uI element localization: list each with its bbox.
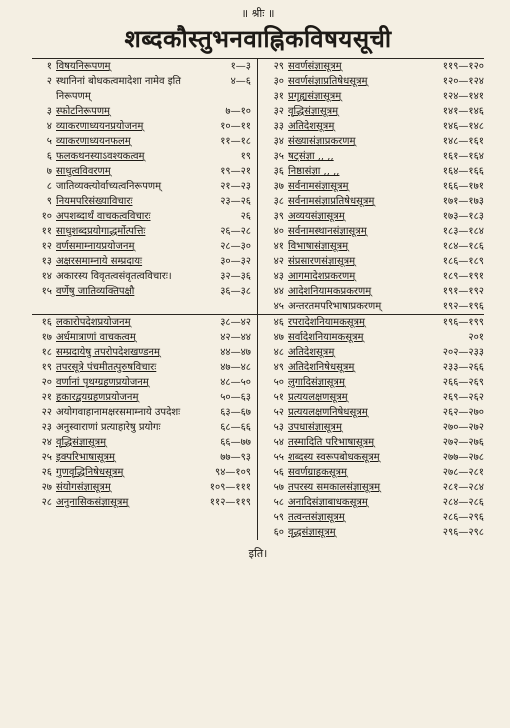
entry-title: आदेशनियामकप्रकरणम् [288,286,372,297]
entry-title: वर्णानां पृथग्ग्रहणप्रयोजनम् [56,377,149,388]
entry-title: व्याकरणाध्ययनफलम् [56,136,131,147]
toc-entry [264,405,484,420]
toc-entry [264,149,484,164]
toc-entry [264,375,484,390]
entry-pages: ६८—६६ [220,422,251,433]
entry-title: सर्वनामसंज्ञासूत्रम् [288,181,349,192]
entry-number: ६ [46,151,52,162]
page-title: शब्दकौस्तुभनवाह्निकविषयसूची [124,24,392,53]
entry-pages: २१—२३ [220,181,251,192]
entry-title: वर्णेषु जातिव्यक्तिपक्षौ [56,286,135,297]
toc-entry [264,194,484,209]
entry-title: वर्णसमाम्नायप्रयोजनम् [56,241,135,252]
entry-number: ४४ [273,286,284,297]
toc-entry [32,375,251,390]
toc-entry [264,74,484,89]
entry-pages: २३३—२६६ [442,362,484,373]
entry-pages: २८—३० [220,241,251,252]
toc-entry [32,269,251,284]
entry-pages: २८१—२८४ [442,482,484,493]
entry-title: सवर्णग्राहकसूत्रम् [288,467,348,478]
entry-pages: २०१ [468,332,484,343]
entry-pages: १७३—१८३ [442,211,484,222]
entry-pages: २०२—२३३ [442,347,484,358]
toc-entry [264,269,484,284]
entry-number: ५० [273,377,284,388]
entry-pages: ५०—६३ [220,392,251,403]
entry-pages: ४४—४७ [220,347,251,358]
entry-number: ३१ [273,91,284,102]
toc-entry [32,345,251,360]
entry-pages: २६—२८ [220,226,251,237]
entry-title: सम्प्रदायेषु तपरोपदेशखण्डनम् [56,347,160,358]
entry-number: १८ [41,347,52,358]
entry-pages: २९६—२९८ [442,527,484,538]
toc-entry [32,480,251,495]
entry-pages: १४८—१६१ [442,136,484,147]
entry-number: ३७ [273,181,284,192]
entry-pages: ४—६ [230,76,251,87]
entry-title: वृद्धसंज्ञासूत्रम् [288,527,336,538]
entry-number: ४० [273,226,284,237]
entry-title: अतिदेशनिषेधसूत्रम् [288,362,355,373]
entry-title: स्फोटनिरूपणम् [56,106,111,117]
entry-number: २ [46,76,52,87]
entry-title: संयोगसंज्ञासूत्रम् [56,482,111,493]
entry-number: ८ [46,181,52,192]
toc-entry [32,254,251,269]
toc-entry [264,465,484,480]
entry-title: अनुनासिकसंज्ञासूत्रम् [56,497,129,508]
entry-number: ५४ [273,437,284,448]
toc-entry [264,89,484,104]
entry-pages: ६३—६७ [220,407,251,418]
toc-entry [264,134,484,149]
entry-pages: १९१—१९२ [442,286,484,297]
entry-number: ४३ [273,271,284,282]
toc-entry [264,224,484,239]
entry-number: २४ [41,437,52,448]
entry-number: २३ [41,422,52,433]
entry-title: अन्तरतमपरिभाषाप्रकरणम् [288,301,382,312]
entry-pages: २७०—२७२ [442,422,484,433]
toc-entry [32,224,251,239]
toc-entry [32,405,251,420]
entry-pages: २७७—२७८ [442,452,484,463]
entry-number: २० [41,377,52,388]
entry-title: साधुत्वविवरणम् [56,166,111,177]
toc-entry [264,495,484,510]
end-mark: इति। [248,547,268,560]
entry-pages: ३०—३२ [220,256,251,267]
entry-number: २५ [41,452,52,463]
entry-number: ५९ [273,512,284,523]
entry-number: ४६ [273,317,284,328]
toc-entry [264,284,484,299]
entry-number: ९ [46,196,52,207]
entry-number: ५५ [273,452,284,463]
entry-number: १६ [41,317,52,328]
entry-number: १४ [41,271,52,282]
toc-entry [264,345,484,360]
entry-title: आगमादेशप्रकरणम् [288,271,356,282]
entry-title: प्रत्ययलक्षणसूत्रम् [288,392,348,403]
entry-pages: ११९—१२० [442,61,484,72]
entry-number: १० [41,211,52,222]
toc-entry [264,420,484,435]
entry-title: अयोगवाहानामक्षरसमाम्नाये उपदेशः [56,407,181,418]
entry-title: अतिदेशसूत्रम् [288,347,335,358]
entry-pages: १४६—१४८ [442,121,484,132]
entry-pages: ६६—७७ [220,437,251,448]
entry-title: जातिव्यक्त्योर्वाच्यत्वनिरूपणम् [56,181,162,192]
toc-right-column-lower [258,315,484,540]
entry-pages: २३—२६ [220,196,251,207]
entry-number: ५१ [273,392,284,403]
entry-number: ७ [46,166,52,177]
entry-pages: ३२—३६ [220,271,251,282]
entry-pages: १—३ [230,61,251,72]
entry-number: ३३ [273,121,284,132]
entry-pages: १४१—१४६ [442,106,484,117]
entry-title: शब्दस्य स्वरूपबोधकसूत्रम् [288,452,380,463]
entry-pages: ३६—३८ [220,286,251,297]
entry-pages: ११२—११९ [209,497,251,508]
toc-entry [32,390,251,405]
toc-entry [264,209,484,224]
entry-title: अनादिसंज्ञाबाधकसूत्रम् [288,497,368,508]
toc-entry [264,435,484,450]
toc-entry [32,495,251,510]
entry-pages: १६६—१७१ [442,181,484,192]
entry-title: अनुस्वाराणां प्रत्याहारेषु प्रयोगः [56,422,161,433]
entry-title: साधुशब्दप्रयोगाद्धर्मोत्पत्तिः [56,226,146,237]
entry-title: गुणवृद्धिनिषेधसूत्रम् [56,467,124,478]
entry-number: २२ [41,407,52,418]
entry-pages: ११—१८ [220,136,251,147]
entry-title: वृद्धिसंज्ञासूत्रम् [288,106,339,117]
entry-title: अक्षरसमाम्नाये सम्प्रदायः [56,256,143,267]
toc-entry [32,284,251,299]
entry-number: ६० [273,527,284,538]
entry-title: लुगादिसंज्ञासूत्रम् [288,377,345,388]
toc-entry [32,450,251,465]
entry-number: ३९ [273,211,284,222]
entry-pages: ३८—४२ [220,317,251,328]
entry-number: १९ [41,362,52,373]
entry-number: ४५ [273,301,284,312]
entry-title: सवर्णसंज्ञासूत्रम् [288,61,342,72]
entry-title: स्थानिनां बोधकत्वमादेशा नामेव इति निरूपणम् [56,76,181,102]
toc-entry [264,480,484,495]
toc-entry [264,59,484,74]
toc-entry [32,59,251,74]
entry-number: २८ [41,497,52,508]
entry-title: प्रत्ययलक्षणनिषेधसूत्रम् [288,407,368,418]
entry-pages: १२०—१२४ [442,76,484,87]
entry-title: विषयनिरूपणम् [56,61,111,72]
entry-number: ४७ [273,332,284,343]
entry-title: संप्रसारणसंज्ञासूत्रम् [288,256,356,267]
entry-pages: ४८—५० [220,377,251,388]
entry-pages: १०९—१११ [209,482,251,493]
entry-title: सर्वनामसंज्ञाप्रतिषेधसूत्रम् [288,196,375,207]
entry-number: ११ [41,226,52,237]
entry-pages: २६९—२६२ [442,392,484,403]
entry-title: वृद्धिसंज्ञासूत्रम् [56,437,107,448]
entry-pages: २६ [240,211,251,222]
toc-entry [32,74,251,104]
entry-number: ५ [46,136,52,147]
entry-number: ५८ [273,497,284,508]
entry-pages: २७८—२८१ [442,467,484,478]
entry-title: अपशब्दार्थं वाचकत्वविचारः [56,211,151,222]
entry-number: ५७ [273,482,284,493]
entry-pages: १७१—१७३ [442,196,484,207]
toc-entry [264,164,484,179]
toc-entry [32,104,251,119]
entry-title: उपधासंज्ञासूत्रम् [288,422,342,433]
entry-title: षट्संज्ञा ,, ,, [288,151,334,162]
entry-title: सर्वादेशनियामकसूत्रम् [288,332,364,343]
entry-pages: ९४—१०९ [215,467,251,478]
entry-number: १२ [41,241,52,252]
entry-number: ३८ [273,196,284,207]
toc-left-column-lower [32,315,258,540]
entry-title: लकारोपदेशप्रयोजनम् [56,317,131,328]
entry-pages: २८६—२९६ [442,512,484,523]
toc-entry [264,179,484,194]
entry-pages: १९६—१९९ [442,317,484,328]
entry-pages: १६१—१६४ [442,151,484,162]
entry-title: तत्वन्तसंज्ञासूत्रम् [288,512,345,523]
entry-pages: २८४—२८६ [442,497,484,508]
toc-right-column [258,59,484,314]
toc-entry [32,315,251,330]
entry-number: ४२ [273,256,284,267]
entry-title: अकारस्य विवृतत्वसंवृतत्वविचारः। [56,271,172,282]
toc-entry [32,194,251,209]
entry-number: १७ [41,332,52,343]
entry-number: १५ [41,286,52,297]
entry-number: १ [46,61,52,72]
entry-number: ५६ [273,467,284,478]
entry-number: २७ [41,482,52,493]
toc-entry [32,134,251,149]
entry-title: रपरादेशनियामकसूत्रम् [288,317,366,328]
entry-number: ३ [46,106,52,117]
entry-pages: ७—१० [225,106,251,117]
entry-number: ५३ [273,422,284,433]
entry-pages: ७७—९३ [220,452,251,463]
toc-entry [32,465,251,480]
toc-entry [32,119,251,134]
toc-left-column [32,59,258,314]
entry-number: ३५ [273,151,284,162]
entry-pages: ४२—४४ [220,332,251,343]
entry-title: विभाषासंज्ञासूत्रम् [288,241,349,252]
entry-title: अर्धमात्राणां वाचकत्वम् [56,332,136,343]
toc-entry [264,119,484,134]
entry-pages: १८९—१९१ [442,271,484,282]
entry-pages: १८४—१८६ [442,241,484,252]
entry-title: निष्ठासंज्ञा ,, ,, [288,166,340,177]
entry-number: ३४ [273,136,284,147]
entry-pages: २६६—२६९ [442,377,484,388]
toc-entry [32,360,251,375]
entry-title: व्याकरणाध्ययनप्रयोजनम् [56,121,144,132]
entry-title: सर्वनामस्थानसंज्ञासूत्रम् [288,226,367,237]
toc-entry [264,315,484,330]
toc-entry [32,420,251,435]
entry-title: नियमपरिसंख्याविचारः [56,196,133,207]
toc-entry [264,104,484,119]
toc-entry [32,149,251,164]
toc-bottom-columns [32,315,484,540]
entry-number: १३ [41,256,52,267]
entry-number: २६ [41,467,52,478]
entry-title: फलकथनस्याऽवश्यकत्वम् [56,151,145,162]
entry-title: तपरसूत्रे पंचमीतत्पुरुषविचारः [56,362,157,373]
entry-title: अव्ययसंज्ञासूत्रम् [288,211,345,222]
toc-entry [32,209,251,224]
entry-number: ३२ [273,106,284,117]
entry-number: ४ [46,121,52,132]
entry-title: तपरस्य समकालसंज्ञासूत्रम् [288,482,381,493]
entry-number: ३० [273,76,284,87]
entry-title: अतिदेशसूत्रम् [288,121,335,132]
toc-entry [264,360,484,375]
entry-number: ४८ [273,347,284,358]
entry-title: हकारद्वयग्रहणप्रयोजनम् [56,392,139,403]
entry-title: इक्परिभाषासूत्रम् [56,452,116,463]
toc-entry [264,254,484,269]
toc-entry [32,435,251,450]
toc-entry [264,330,484,345]
entry-number: ४९ [273,362,284,373]
entry-pages: १९ [240,151,251,162]
entry-pages: १०—११ [220,121,251,132]
entry-number: ४१ [273,241,284,252]
toc-entry [32,164,251,179]
entry-pages: १९२—१९६ [442,301,484,312]
entry-title: सवर्णसंज्ञाप्रतिषेधसूत्रम् [288,76,368,87]
toc-entry [264,525,484,540]
entry-pages: २६२—२७० [442,407,484,418]
entry-number: २१ [41,392,52,403]
toc-entry [264,299,484,314]
toc-entry [264,510,484,525]
entry-pages: १८३—१८४ [442,226,484,237]
entry-pages: ४७—४८ [220,362,251,373]
entry-title: संख्यासंज्ञाप्रकरणम् [288,136,356,147]
entry-pages: १९—२१ [220,166,251,177]
toc-entry [264,239,484,254]
entry-number: २९ [273,61,284,72]
entry-pages: १६४—१६६ [442,166,484,177]
entry-pages: १२४—१४१ [442,91,484,102]
toc-entry [32,179,251,194]
entry-title: तस्मादिति परिभाषासूत्रम् [288,437,375,448]
entry-number: ३६ [273,166,284,177]
entry-pages: २७२—२७६ [442,437,484,448]
toc-entry [264,450,484,465]
toc-top-columns [32,59,484,314]
entry-title: प्रगृह्यसंज्ञासूत्रम् [288,91,342,102]
invocation: ॥ श्रीः ॥ [241,7,275,20]
toc-entry [264,390,484,405]
entry-pages: १८६—१८९ [442,256,484,267]
toc-entry [32,239,251,254]
toc-entry [32,330,251,345]
entry-number: ५२ [273,407,284,418]
